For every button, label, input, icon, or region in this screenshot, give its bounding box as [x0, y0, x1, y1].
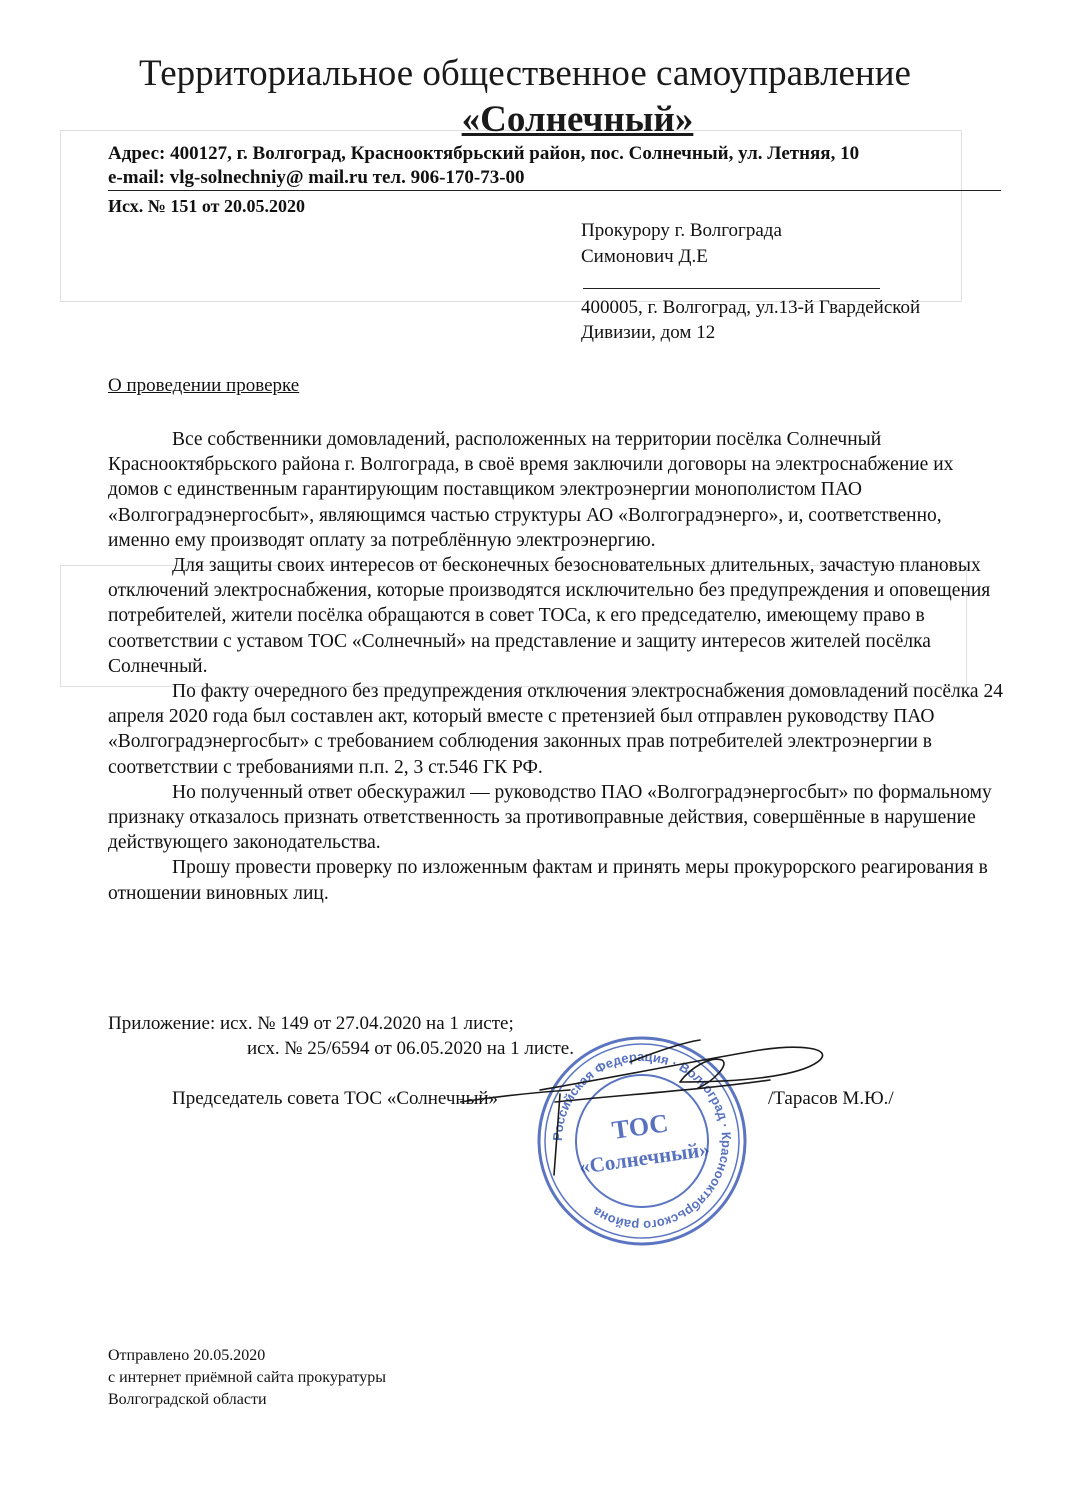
paragraph: Но полученный ответ обескуражил — руководство ПАО «Волгоградэнергосбыт» по формальному признаку отказалось признать ответственность за противоправные действия, совершённые в нарушение действующего законодательства.: [108, 781, 992, 854]
outgoing-number: Исх. № 151 от 20.05.2020: [108, 196, 305, 216]
footer-sent-date: Отправлено 20.05.2020: [108, 1347, 266, 1364]
footer-sent-region: Волгоградской области: [108, 1391, 267, 1408]
letter-subject: О проведении проверке: [108, 375, 300, 396]
paragraph: Все собственники домовладений, расположенных на территории посёлка Солнечный Краснооктябрьского района г. Волгограда, в своё время заключили договоры на электроснабжение их домов с единственным гарантирующим поставщиком электроэнергии монополистом ПАО «Волгоградэнергосбыт», являющимся частью структуры АО «Волгоградэнерго», и, соответственно, именно ему производят оплату за потреблённую электроэнергию.: [108, 429, 954, 551]
handwritten-signature: [460, 1020, 840, 1180]
recipient-address-1: 400005, г. Волгоград, ул.13-й Гвардейской: [581, 297, 921, 318]
paragraph: Для защиты своих интересов от бесконечных безосновательных длительных, зачастую плановых отключений электроснабжения, которые производятся исключительно без предупреждения и оповещения потребителей, жители посёлка обращаются в совет ТОСа, к его председателю, имеющему право в соответствии с уставом ТОС «Солнечный» на представление и защиту интересов жителей посёлка Солнечный.: [108, 555, 991, 677]
footer-sent-via: с интернет приёмной сайта прокуратуры: [108, 1369, 387, 1386]
signatory-name: /Тарасов М.Ю./: [768, 1088, 894, 1109]
paragraph: Прошу провести проверку по изложенным фактам и принять меры прокурорского реагирования в отношении виновных лиц.: [108, 857, 988, 904]
org-title: Территориальное общественное самоуправление: [139, 53, 911, 94]
attachments-line-2: исх. № 25/6594 от 06.05.2020 на 1 листе.: [247, 1038, 574, 1059]
org-contacts: e-mail: vlg-solnechniy@ mail.ru тел. 906-170-73-00: [108, 167, 525, 188]
seal-center-line-2: «Солнечный»: [577, 1136, 712, 1179]
recipient-title: Прокурору г. Волгограда: [581, 220, 782, 241]
seal-ring-text: Российская Федерация · Волгоград · Краснооктябрьского района: [549, 1048, 735, 1234]
signatory-role: Председатель совета ТОС «Солнечный»: [172, 1088, 499, 1109]
paragraph: По факту очередного без предупреждения отключения электроснабжения домовладений посёлка 24 апреля 2020 года был составлен акт, который вместе с претензией был отправлен руководству ПАО «Волгоградэнергосбыт» с требованием соблюдения законных прав потребителей электроэнергии в соответствии с требованиями п.п. 2, 3 ст.546 ГК РФ.: [108, 681, 1003, 778]
recipient-address-2: Дивизии, дом 12: [581, 322, 716, 343]
header-divider: [108, 190, 1001, 191]
letter-body: [108, 427, 1003, 906]
seal-center-line-1: ТОС: [610, 1108, 670, 1145]
recipient-divider: [583, 288, 880, 289]
recipient-name: Симонович Д.Е: [581, 246, 708, 267]
org-name: «Солнечный»: [461, 99, 694, 140]
attachments-line-1: Приложение: исх. № 149 от 27.04.2020 на 1 листе;: [108, 1013, 514, 1034]
org-address: Адрес: 400127, г. Волгоград, Краснооктябрьский район, пос. Солнечный, ул. Летняя, 10: [108, 143, 860, 164]
